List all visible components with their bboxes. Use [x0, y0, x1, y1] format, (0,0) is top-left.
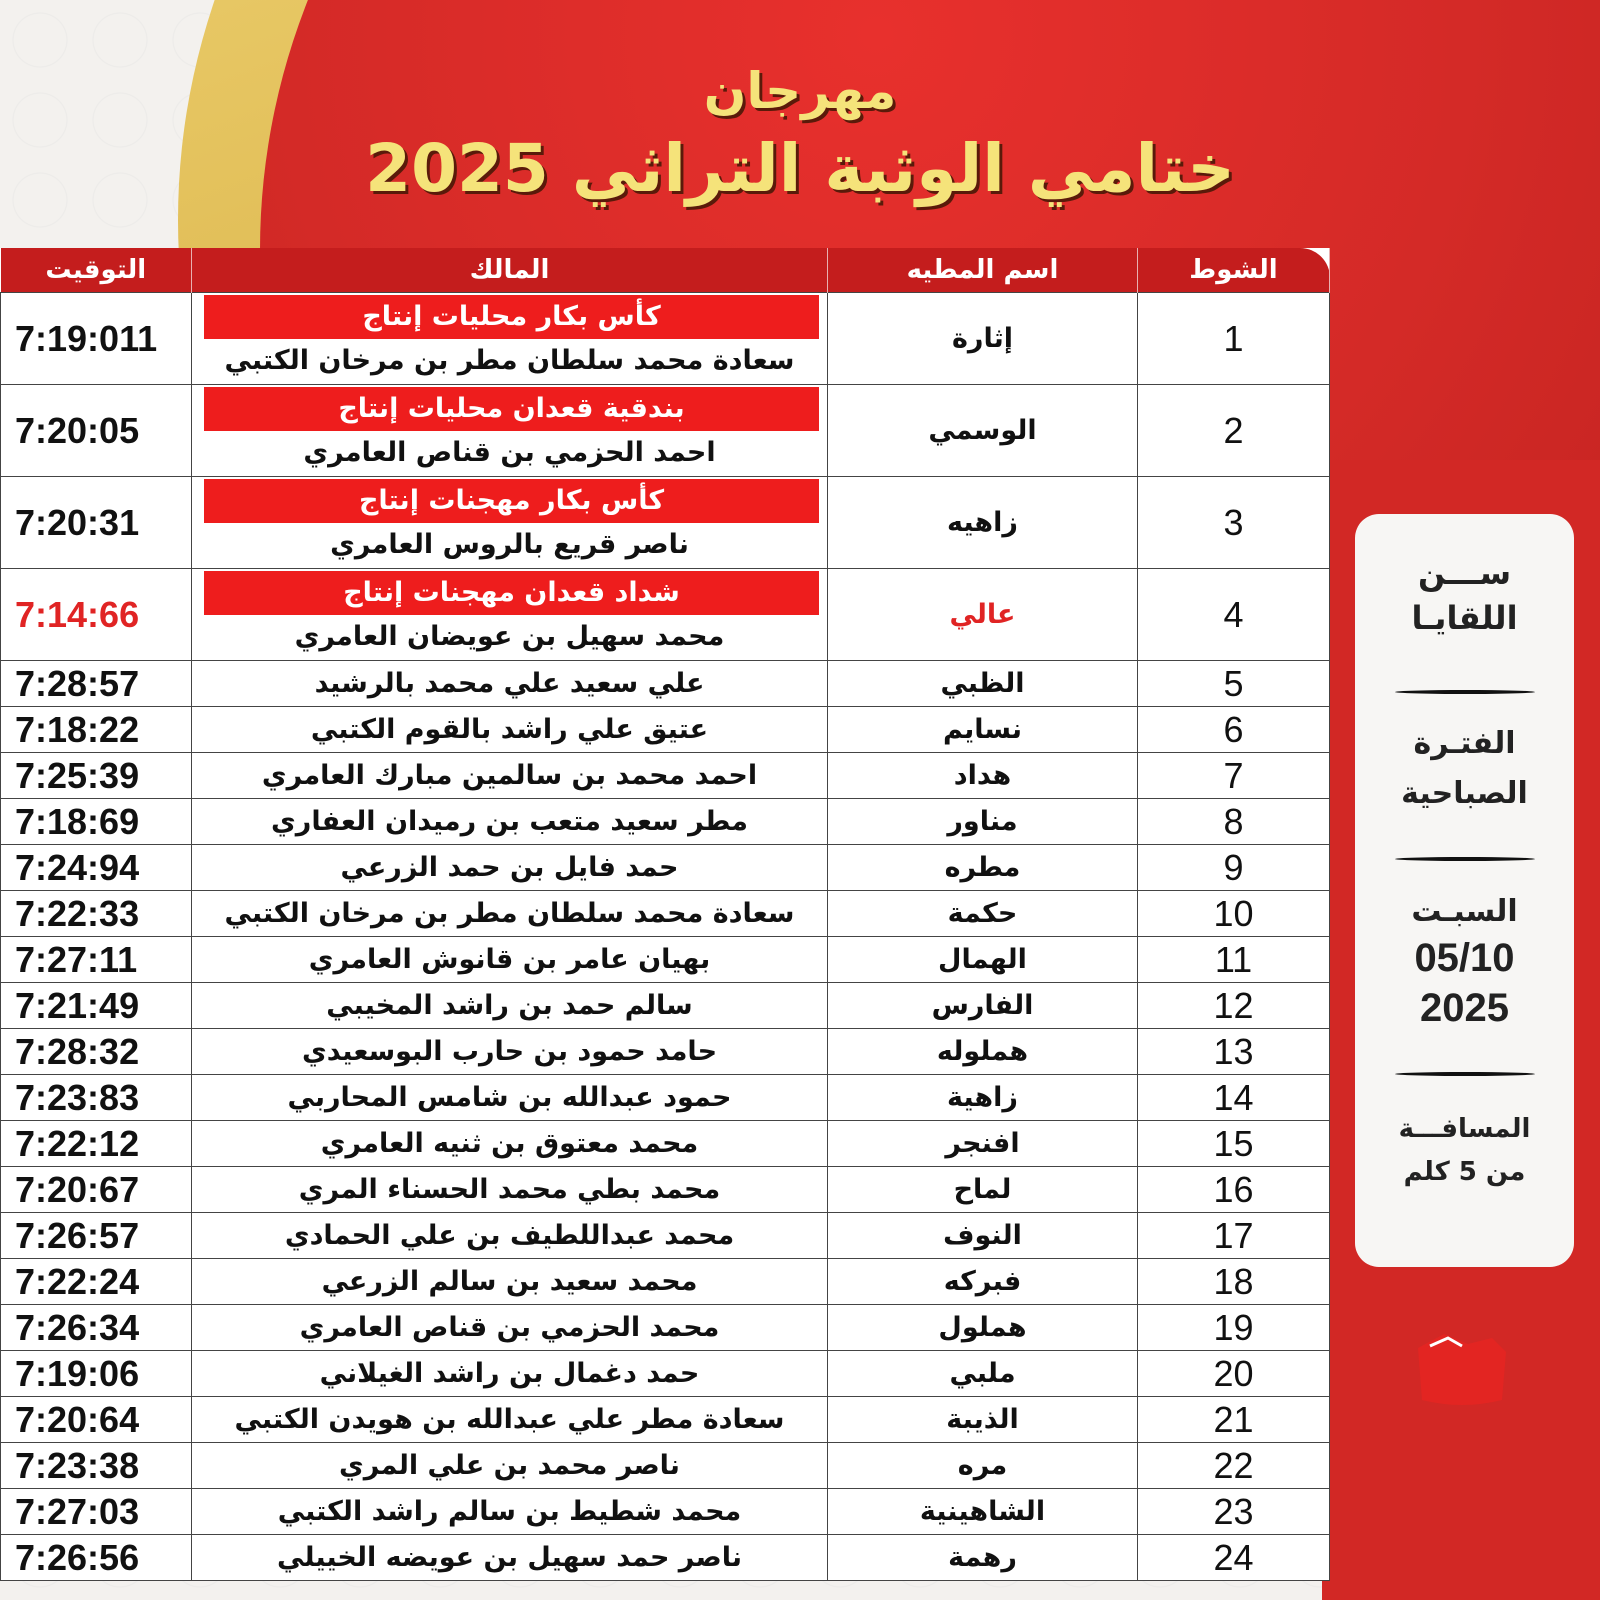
owner-cell: محمد بطي محمد الحسناء المري — [192, 1167, 828, 1213]
table-body — [1, 293, 1330, 1581]
table-row — [1, 799, 1330, 845]
round-number-cell: 4 — [1138, 569, 1330, 661]
camel-name-cell: لماح — [828, 1167, 1138, 1213]
time-cell: 7:26:56 — [1, 1535, 192, 1581]
camel-name-cell: الشاهينية — [828, 1489, 1138, 1535]
table-row — [1, 845, 1330, 891]
round-number-cell: 10 — [1138, 891, 1330, 937]
owner-cell: مطر سعيد متعب بن رميدان العفاري — [192, 799, 828, 845]
table-row — [1, 983, 1330, 1029]
results-table — [0, 248, 1330, 1581]
owner-name: احمد الحزمي بن قناص العامري — [303, 436, 716, 468]
round-number-cell: 24 — [1138, 1535, 1330, 1581]
time-cell: 7:14:66 — [1, 569, 192, 661]
owner-cell — [192, 569, 828, 661]
round-number-cell: 6 — [1138, 707, 1330, 753]
title-line-2: ختامي الوثبة التراثي 2025 — [365, 130, 1235, 207]
owner-name: محمد سهيل بن عويضان العامري — [294, 620, 725, 652]
camel-name-cell: النوف — [828, 1213, 1138, 1259]
owner-cell: ناصر محمد بن علي المري — [192, 1443, 828, 1489]
time-cell: 7:21:49 — [1, 983, 192, 1029]
owner-cell: سالم حمد بن راشد المخيبي — [192, 983, 828, 1029]
round-number-cell: 13 — [1138, 1029, 1330, 1075]
header-owner: المالك — [192, 248, 828, 293]
header-round: الشوط — [1138, 248, 1330, 293]
site-logo — [1410, 1330, 1514, 1408]
camel-name-cell: هداد — [828, 753, 1138, 799]
distance-label-2: من 5 كلم — [1403, 1157, 1526, 1187]
table-row — [1, 891, 1330, 937]
owner-cell: حمد فايل بن حمد الزرعي — [192, 845, 828, 891]
divider — [1395, 690, 1535, 694]
camel-name-cell: الوسمي — [828, 385, 1138, 477]
camel-name-cell: مره — [828, 1443, 1138, 1489]
round-number-cell: 20 — [1138, 1351, 1330, 1397]
camel-name-cell: زاهيه — [828, 477, 1138, 569]
table-row — [1, 661, 1330, 707]
time-cell: 7:23:38 — [1, 1443, 192, 1489]
time-cell: 7:22:33 — [1, 891, 192, 937]
camel-name-cell: هملوله — [828, 1029, 1138, 1075]
period-label-1: الفتـرة — [1413, 726, 1516, 761]
table-row — [1, 293, 1330, 385]
time-cell: 7:18:22 — [1, 707, 192, 753]
owner-cell: محمد سعيد بن سالم الزرعي — [192, 1259, 828, 1305]
time-cell: 7:24:94 — [1, 845, 192, 891]
prize-label: شداد قعدان مهجنات إنتاج — [204, 571, 819, 615]
table-row — [1, 1029, 1330, 1075]
table-row — [1, 1305, 1330, 1351]
info-card — [1355, 514, 1574, 1267]
header-camel: اسم المطيه — [828, 248, 1138, 293]
time-cell: 7:28:32 — [1, 1029, 192, 1075]
round-number-cell: 12 — [1138, 983, 1330, 1029]
round-number-cell: 5 — [1138, 661, 1330, 707]
owner-cell: محمد الحزمي بن قناص العامري — [192, 1305, 828, 1351]
time-cell: 7:19:011 — [1, 293, 192, 385]
table-row — [1, 1535, 1330, 1581]
time-cell: 7:22:12 — [1, 1121, 192, 1167]
owner-cell: حمود عبدالله بن شامس المحاربي — [192, 1075, 828, 1121]
round-number-cell: 3 — [1138, 477, 1330, 569]
logo-graphic — [1410, 1330, 1514, 1408]
header-time: التوقيت — [1, 248, 192, 293]
owner-cell: حامد حمود بن حارب البوسعيدي — [192, 1029, 828, 1075]
owner-cell — [192, 385, 828, 477]
camel-name-cell: عالي — [828, 569, 1138, 661]
table-row — [1, 1167, 1330, 1213]
camel-name-cell: زاهية — [828, 1075, 1138, 1121]
time-cell: 7:27:11 — [1, 937, 192, 983]
owner-cell: ناصر حمد سهيل بن عويضه الخييلي — [192, 1535, 828, 1581]
camel-name-cell: افنجر — [828, 1121, 1138, 1167]
round-number-cell: 8 — [1138, 799, 1330, 845]
time-cell: 7:28:57 — [1, 661, 192, 707]
owner-cell: بهيان عامر بن قانوش العامري — [192, 937, 828, 983]
round-number-cell: 7 — [1138, 753, 1330, 799]
owner-cell — [192, 477, 828, 569]
camel-name-cell: إثارة — [828, 293, 1138, 385]
camel-name-cell: مطره — [828, 845, 1138, 891]
table-header-row — [1, 248, 1330, 293]
owner-name: سعادة محمد سلطان مطر بن مرخان الكتبي — [224, 344, 795, 376]
camel-name-cell: الفارس — [828, 983, 1138, 1029]
owner-cell: احمد محمد بن سالمين مبارك العامري — [192, 753, 828, 799]
round-number-cell: 14 — [1138, 1075, 1330, 1121]
owner-cell: محمد شطيط بن سالم راشد الكتبي — [192, 1489, 828, 1535]
camel-name-cell: ملبي — [828, 1351, 1138, 1397]
round-number-cell: 22 — [1138, 1443, 1330, 1489]
table-row — [1, 1443, 1330, 1489]
camel-name-cell: الذيبة — [828, 1397, 1138, 1443]
time-cell: 7:27:03 — [1, 1489, 192, 1535]
table-row — [1, 707, 1330, 753]
table-row — [1, 1213, 1330, 1259]
prize-label: كأس بكار محليات إنتاج — [204, 295, 819, 339]
camel-name-cell: حكمة — [828, 891, 1138, 937]
owner-name: ناصر قريع بالروس العامري — [330, 528, 689, 560]
owner-cell: سعادة مطر علي عبدالله بن هويدن الكتبي — [192, 1397, 828, 1443]
table-row — [1, 937, 1330, 983]
time-cell: 7:26:34 — [1, 1305, 192, 1351]
day-label: السبـت — [1411, 894, 1518, 929]
round-number-cell: 19 — [1138, 1305, 1330, 1351]
owner-cell: عتيق علي راشد بالقوم الكتبي — [192, 707, 828, 753]
table-row — [1, 1397, 1330, 1443]
camel-name-cell: نسايم — [828, 707, 1138, 753]
time-cell: 7:20:67 — [1, 1167, 192, 1213]
camel-name-cell: هملول — [828, 1305, 1138, 1351]
round-number-cell: 1 — [1138, 293, 1330, 385]
prize-label: كأس بكار مهجنات إنتاج — [204, 479, 819, 523]
camel-name-cell: فبركه — [828, 1259, 1138, 1305]
prize-label: بندقية قعدان محليات إنتاج — [204, 387, 819, 431]
time-cell: 7:23:83 — [1, 1075, 192, 1121]
owner-cell: حمد دغمال بن راشد الغيلاني — [192, 1351, 828, 1397]
round-number-cell: 9 — [1138, 845, 1330, 891]
time-cell: 7:20:05 — [1, 385, 192, 477]
round-number-cell: 18 — [1138, 1259, 1330, 1305]
time-cell: 7:22:24 — [1, 1259, 192, 1305]
round-number-cell: 17 — [1138, 1213, 1330, 1259]
title-line-1: مهرجان — [703, 62, 897, 120]
round-number-cell: 23 — [1138, 1489, 1330, 1535]
time-cell: 7:19:06 — [1, 1351, 192, 1397]
divider — [1395, 857, 1535, 861]
table-row — [1, 1121, 1330, 1167]
table-row — [1, 477, 1330, 569]
camel-name-cell: الهمال — [828, 937, 1138, 983]
round-number-cell: 2 — [1138, 385, 1330, 477]
owner-cell: علي سعيد علي محمد بالرشيد — [192, 661, 828, 707]
round-number-cell: 11 — [1138, 937, 1330, 983]
owner-cell: محمد عبداللطيف بن علي الحمادي — [192, 1213, 828, 1259]
distance-label-1: المسافـــة — [1398, 1114, 1531, 1144]
round-number-cell: 16 — [1138, 1167, 1330, 1213]
table-row — [1, 753, 1330, 799]
owner-cell: محمد معتوق بن ثنيه العامري — [192, 1121, 828, 1167]
table-row — [1, 1351, 1330, 1397]
divider — [1395, 1072, 1535, 1076]
round-number-cell: 21 — [1138, 1397, 1330, 1443]
camel-name-cell: الظبي — [828, 661, 1138, 707]
owner-cell: سعادة محمد سلطان مطر بن مرخان الكتبي — [192, 891, 828, 937]
date-label: 05/10 — [1414, 936, 1515, 980]
age-label-1: ســـن — [1417, 554, 1512, 592]
round-number-cell: 15 — [1138, 1121, 1330, 1167]
camel-name-cell: مناور — [828, 799, 1138, 845]
table-row — [1, 569, 1330, 661]
time-cell: 7:25:39 — [1, 753, 192, 799]
table-row — [1, 385, 1330, 477]
year-label: 2025 — [1420, 986, 1509, 1030]
owner-cell — [192, 293, 828, 385]
time-cell: 7:26:57 — [1, 1213, 192, 1259]
table-row — [1, 1489, 1330, 1535]
age-label-2: اللقايـا — [1411, 599, 1518, 637]
table-row — [1, 1259, 1330, 1305]
time-cell: 7:20:31 — [1, 477, 192, 569]
time-cell: 7:20:64 — [1, 1397, 192, 1443]
camel-name-cell: رهمة — [828, 1535, 1138, 1581]
period-label-2: الصباحية — [1401, 776, 1528, 811]
time-cell: 7:18:69 — [1, 799, 192, 845]
table-row — [1, 1075, 1330, 1121]
